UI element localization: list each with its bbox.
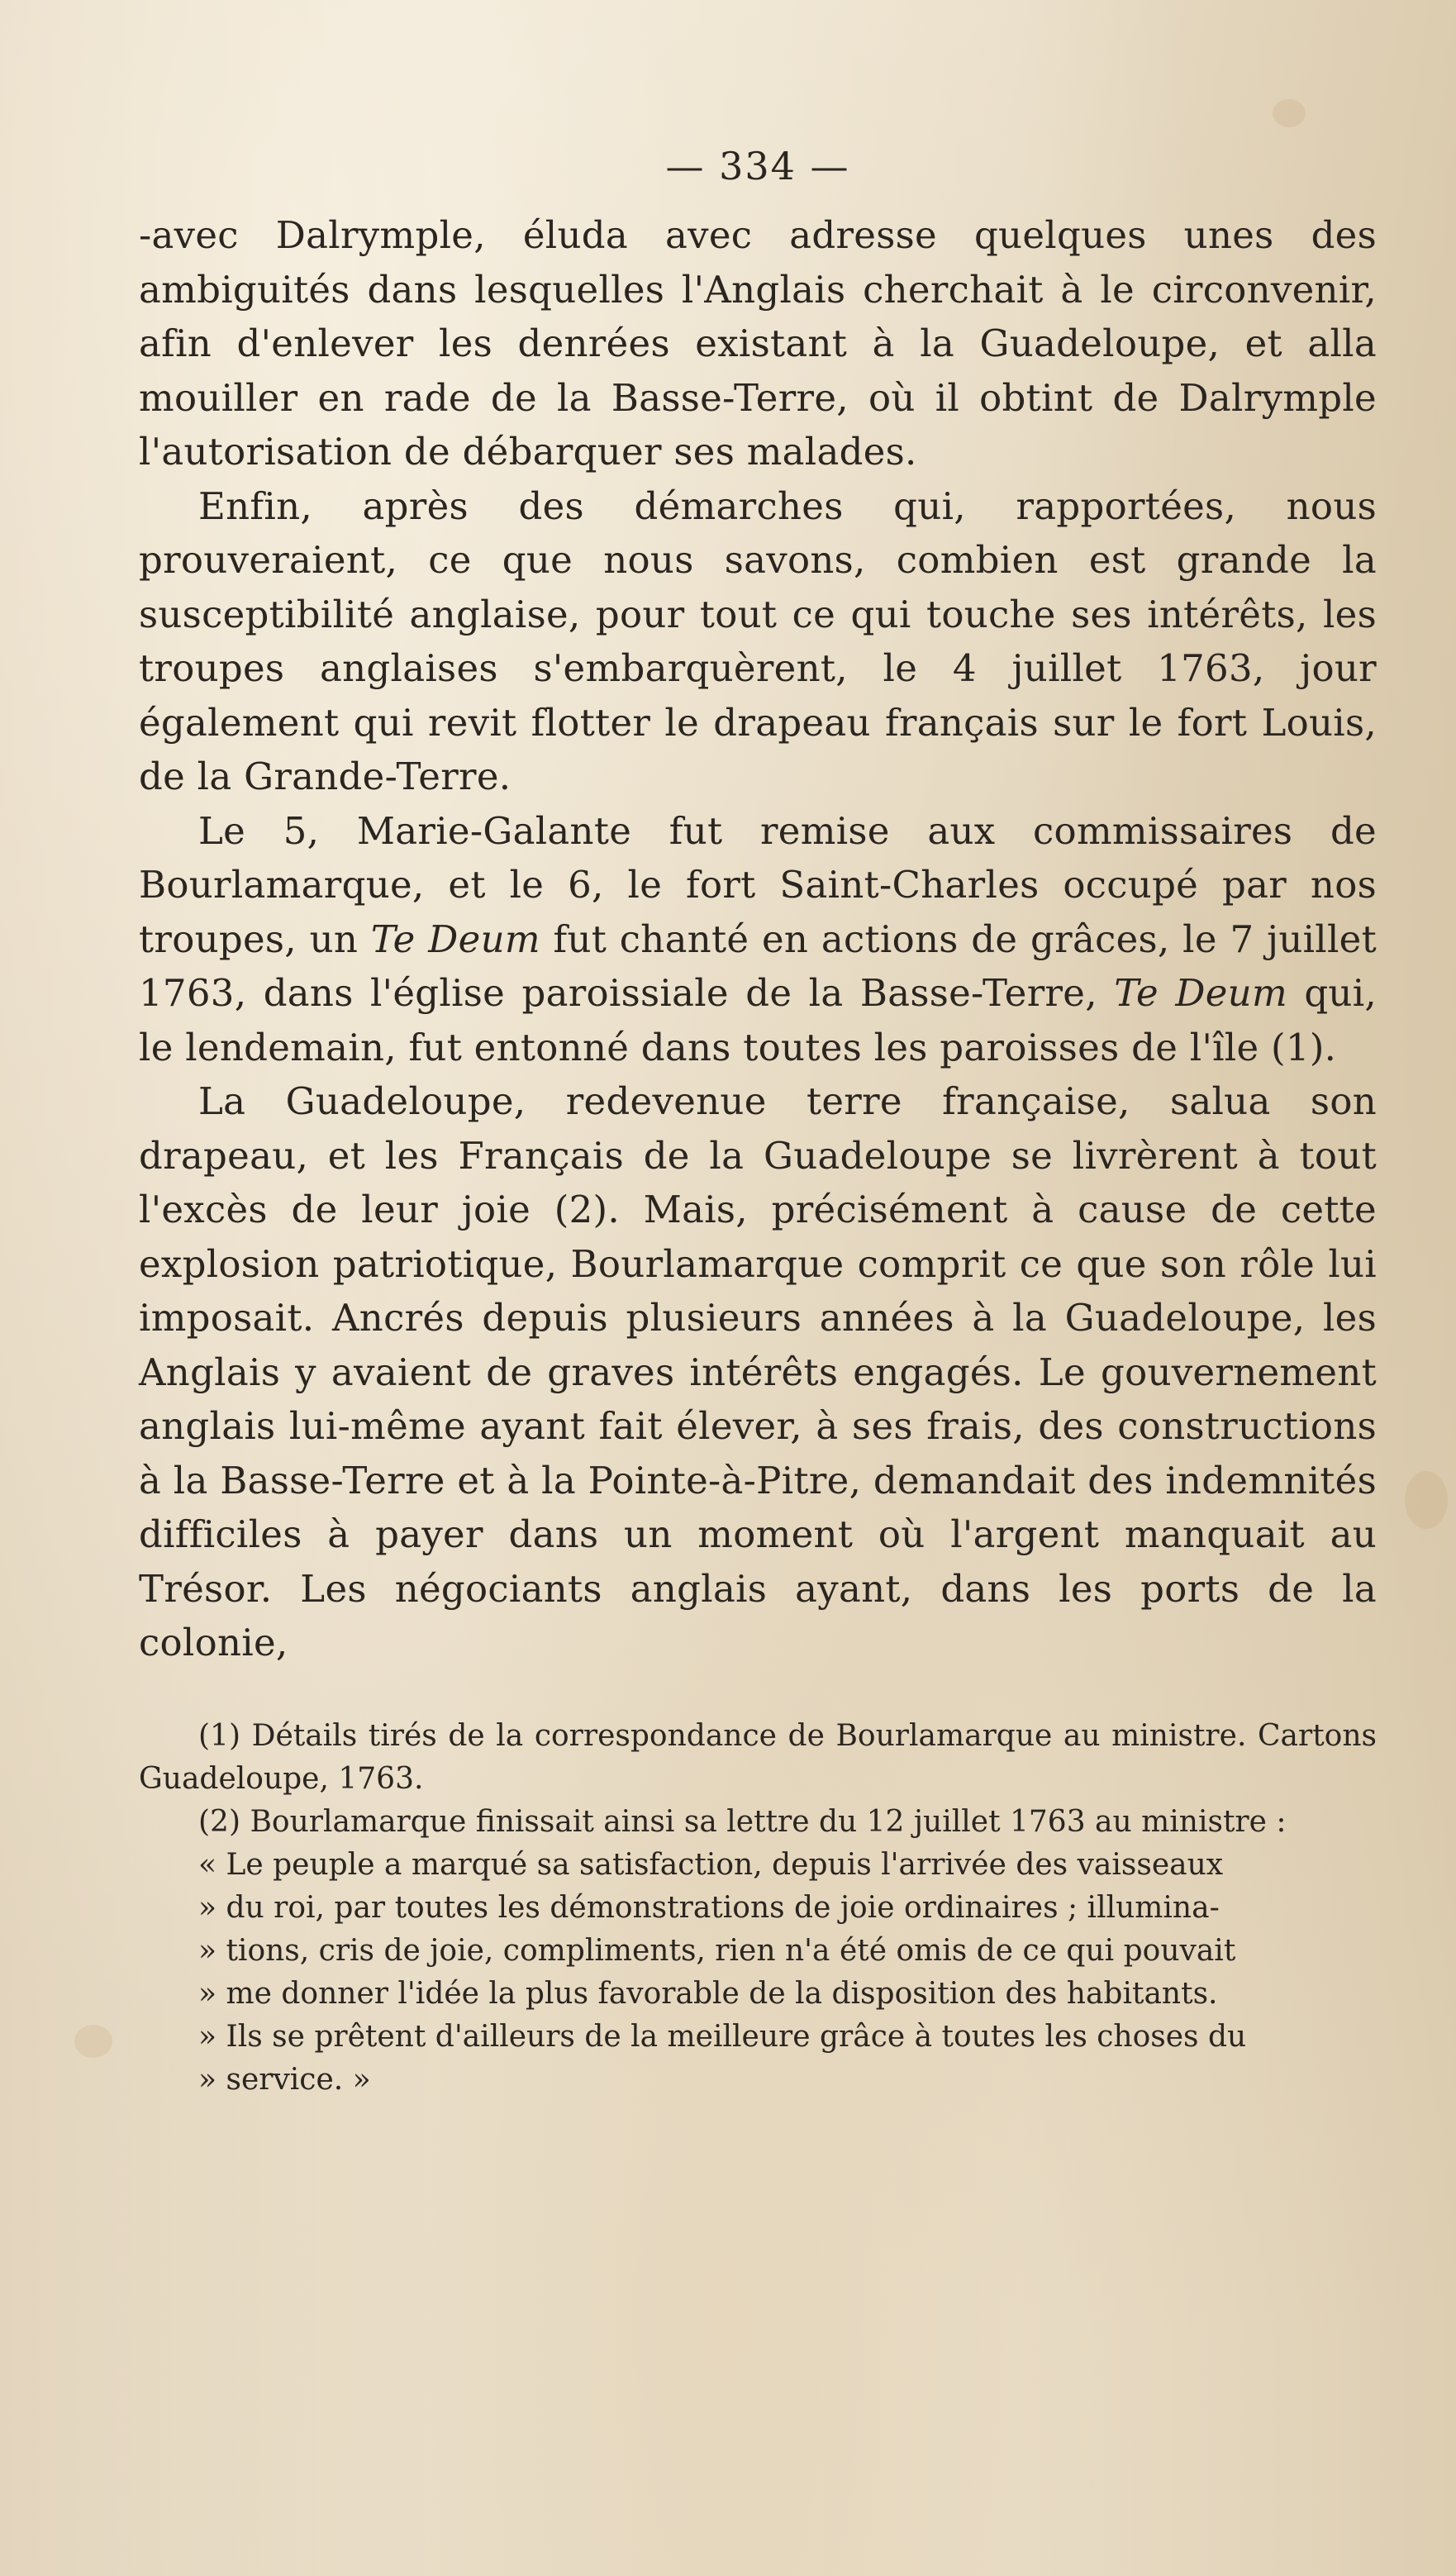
paragraph-text: fut chanté en actions de grâces, le 7 juillet 1763, dans l'église paroissiale de la Basse-Terre, — [139, 917, 1377, 1015]
footnote-quote-line: » me donner l'idée la plus favorable de la disposition des habitants. — [198, 1976, 1218, 2011]
italic-term: Te Deum — [1114, 971, 1287, 1015]
body-text — [139, 208, 1377, 1670]
page-number: — 334 — — [665, 144, 850, 188]
book-page — [139, 140, 1377, 2102]
paragraph — [139, 804, 1377, 1075]
paper-stain — [1273, 99, 1306, 127]
italic-term: Te Deum — [370, 917, 540, 961]
footnote-quote-line: » service. » — [198, 2062, 371, 2097]
paragraph: -avec Dalrymple, éluda avec adresse quelques unes des ambiguités dans lesquelles l'Anglais cherchait à le circonvenir, afin d'enlever les denrées existant à la Guadeloupe, et alla mouiller en rade de la Basse-Terre, où il obtint de Dalrymple l'autorisation de débarquer ses malades. — [139, 213, 1377, 474]
footnote-quote-line: » du roi, par toutes les démonstrations de joie ordinaires ; illumina- — [198, 1890, 1220, 1925]
paragraph-text: Le 5, Marie-Galante fut remise aux commissaires de Bourlamarque, et le 6, le fort Saint-Charles occupé par nos troupes, un — [139, 808, 1377, 961]
paragraph: Enfin, après des démarches qui, rapportées, nous prouveraient, ce que nous savons, combien est grande la susceptibilité anglaise, pour tout ce qui touche ses intérêts, les troupes anglaises s'embarquèrent, le 4 juillet 1763, jour également qui revit flotter le drapeau français sur le fort Louis, de la Grande-Terre. — [139, 483, 1377, 798]
footnotes — [139, 1715, 1377, 2102]
footnote-quote-line: » tions, cris de joie, compliments, rien n'a été omis de ce qui pouvait — [198, 1933, 1236, 1968]
paragraph: La Guadeloupe, redevenue terre française, salua son drapeau, et les Français de la Guadeloupe se livrèrent à tout l'excès de leur joie (2). Mais, précisément à cause de cette explosion patriotique, Bourlamarque comprit ce que son rôle lui imposait. Ancrés depuis plusieurs années à la Guadeloupe, les Anglais y avaient de graves intérêts engagés. Le gouvernement anglais lui-même ayant fait élever, à ses frais, des constructions à la Basse-Terre et à la Pointe-à-Pitre, demandait des indemnités difficiles à payer dans un moment où l'argent manquait au Trésor. Les négociants anglais ayant, dans les ports de la colonie, — [139, 1079, 1377, 1664]
paper-stain — [1405, 1471, 1448, 1529]
footnote-quote-line: » Ils se prêtent d'ailleurs de la meilleure grâce à toutes les choses du — [198, 2019, 1247, 2054]
footnote-1: (1) Détails tirés de la correspondance de Bourlamarque au ministre. Cartons Guadeloupe, 1763. — [139, 1718, 1377, 1796]
paper-stain — [74, 2025, 112, 2058]
footnote-2: (2) Bourlamarque finissait ainsi sa lettre du 12 juillet 1763 au ministre : — [198, 1804, 1287, 1839]
footnote-quote-line: « Le peuple a marqué sa satisfaction, depuis l'arrivée des vaisseaux — [198, 1847, 1224, 1882]
paragraph-text: qui, le lendemain, fut entonné dans toutes les paroisses de l'île (1). — [139, 971, 1377, 1069]
